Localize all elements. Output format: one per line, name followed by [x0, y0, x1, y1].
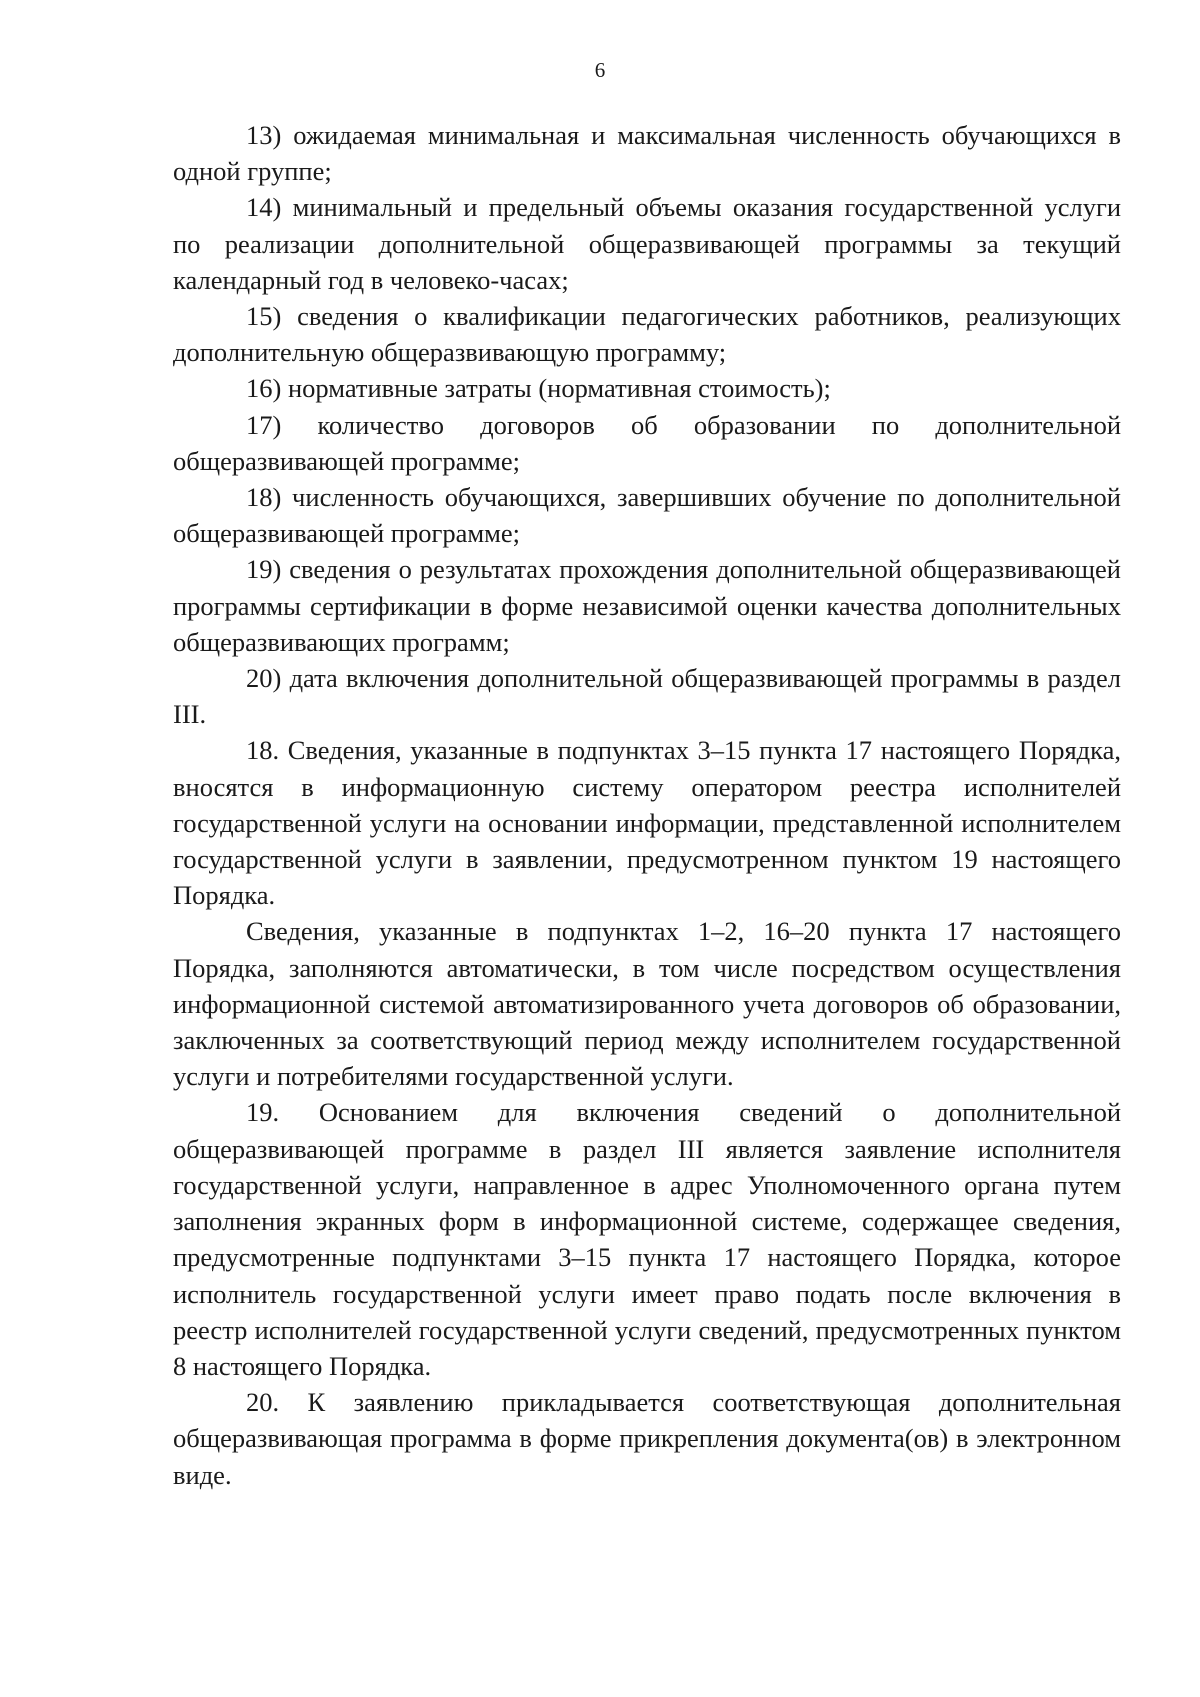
- paragraph-clause-18-continued: Сведения, указанные в подпунктах 1–2, 16–20 пункта 17 настоящего Порядка, заполняются автоматически, в том числе посредством осуществления информационной системой автоматизированного учета договоров об образовании, заключенных за соответствующий период между исполнителем государственной услуги и потребителями государственной услуги.: [173, 916, 1121, 1092]
- paragraph-item-14: 14) минимальный и предельный объемы оказания государственной услуги по реализации дополнительной общеразвивающей программы за текущий календарный год в человеко-часах;: [173, 192, 1121, 295]
- paragraph-item-20: 20) дата включения дополнительной общеразвивающей программы в раздел III.: [173, 663, 1121, 730]
- paragraph-item-18: 18) численность обучающихся, завершивших обучение по дополнительной общеразвивающей программе;: [173, 482, 1121, 549]
- paragraph-clause-18: 18. Сведения, указанные в подпунктах 3–15 пункта 17 настоящего Порядка, вносятся в информационную систему оператором реестра исполнителей государственной услуги на основании информации, представленной исполнителем государственной услуги в заявлении, предусмотренном пунктом 19 настоящего Порядка.: [173, 735, 1121, 911]
- paragraph-clause-19: 19. Основанием для включения сведений о дополнительной общеразвивающей программе в раздел III является заявление исполнителя государственной услуги, направленное в адрес Уполномоченного органа путем заполнения экранных форм в информационной системе, содержащее сведения, предусмотренные подпунктами 3–15 пункта 17 настоящего Порядка, которое исполнитель государственной услуги имеет право подать после включения в реестр исполнителей государственной услуги сведений, предусмотренных пунктом 8 настоящего Порядка.: [173, 1097, 1121, 1381]
- paragraph-item-17: 17) количество договоров об образовании по дополнительной общеразвивающей программе;: [173, 409, 1121, 476]
- paragraph-item-15: 15) сведения о квалификации педагогических работников, реализующих дополнительную общеразвивающую программу;: [173, 301, 1121, 368]
- document-body: [173, 117, 1121, 1493]
- paragraph-item-13: 13) ожидаемая минимальная и максимальная численность обучающихся в одной группе;: [173, 120, 1121, 187]
- page-number: 6: [594, 58, 606, 82]
- paragraph-item-19: 19) сведения о результатах прохождения дополнительной общеразвивающей программы сертификации в форме независимой оценки качества дополнительных общеразвивающих программ;: [173, 554, 1121, 657]
- paragraph-clause-20: 20. К заявлению прикладывается соответствующая дополнительная общеразвивающая программа в форме прикрепления документа(ов) в электронном виде.: [173, 1387, 1121, 1490]
- paragraph-item-16: 16) нормативные затраты (нормативная стоимость);: [246, 373, 831, 404]
